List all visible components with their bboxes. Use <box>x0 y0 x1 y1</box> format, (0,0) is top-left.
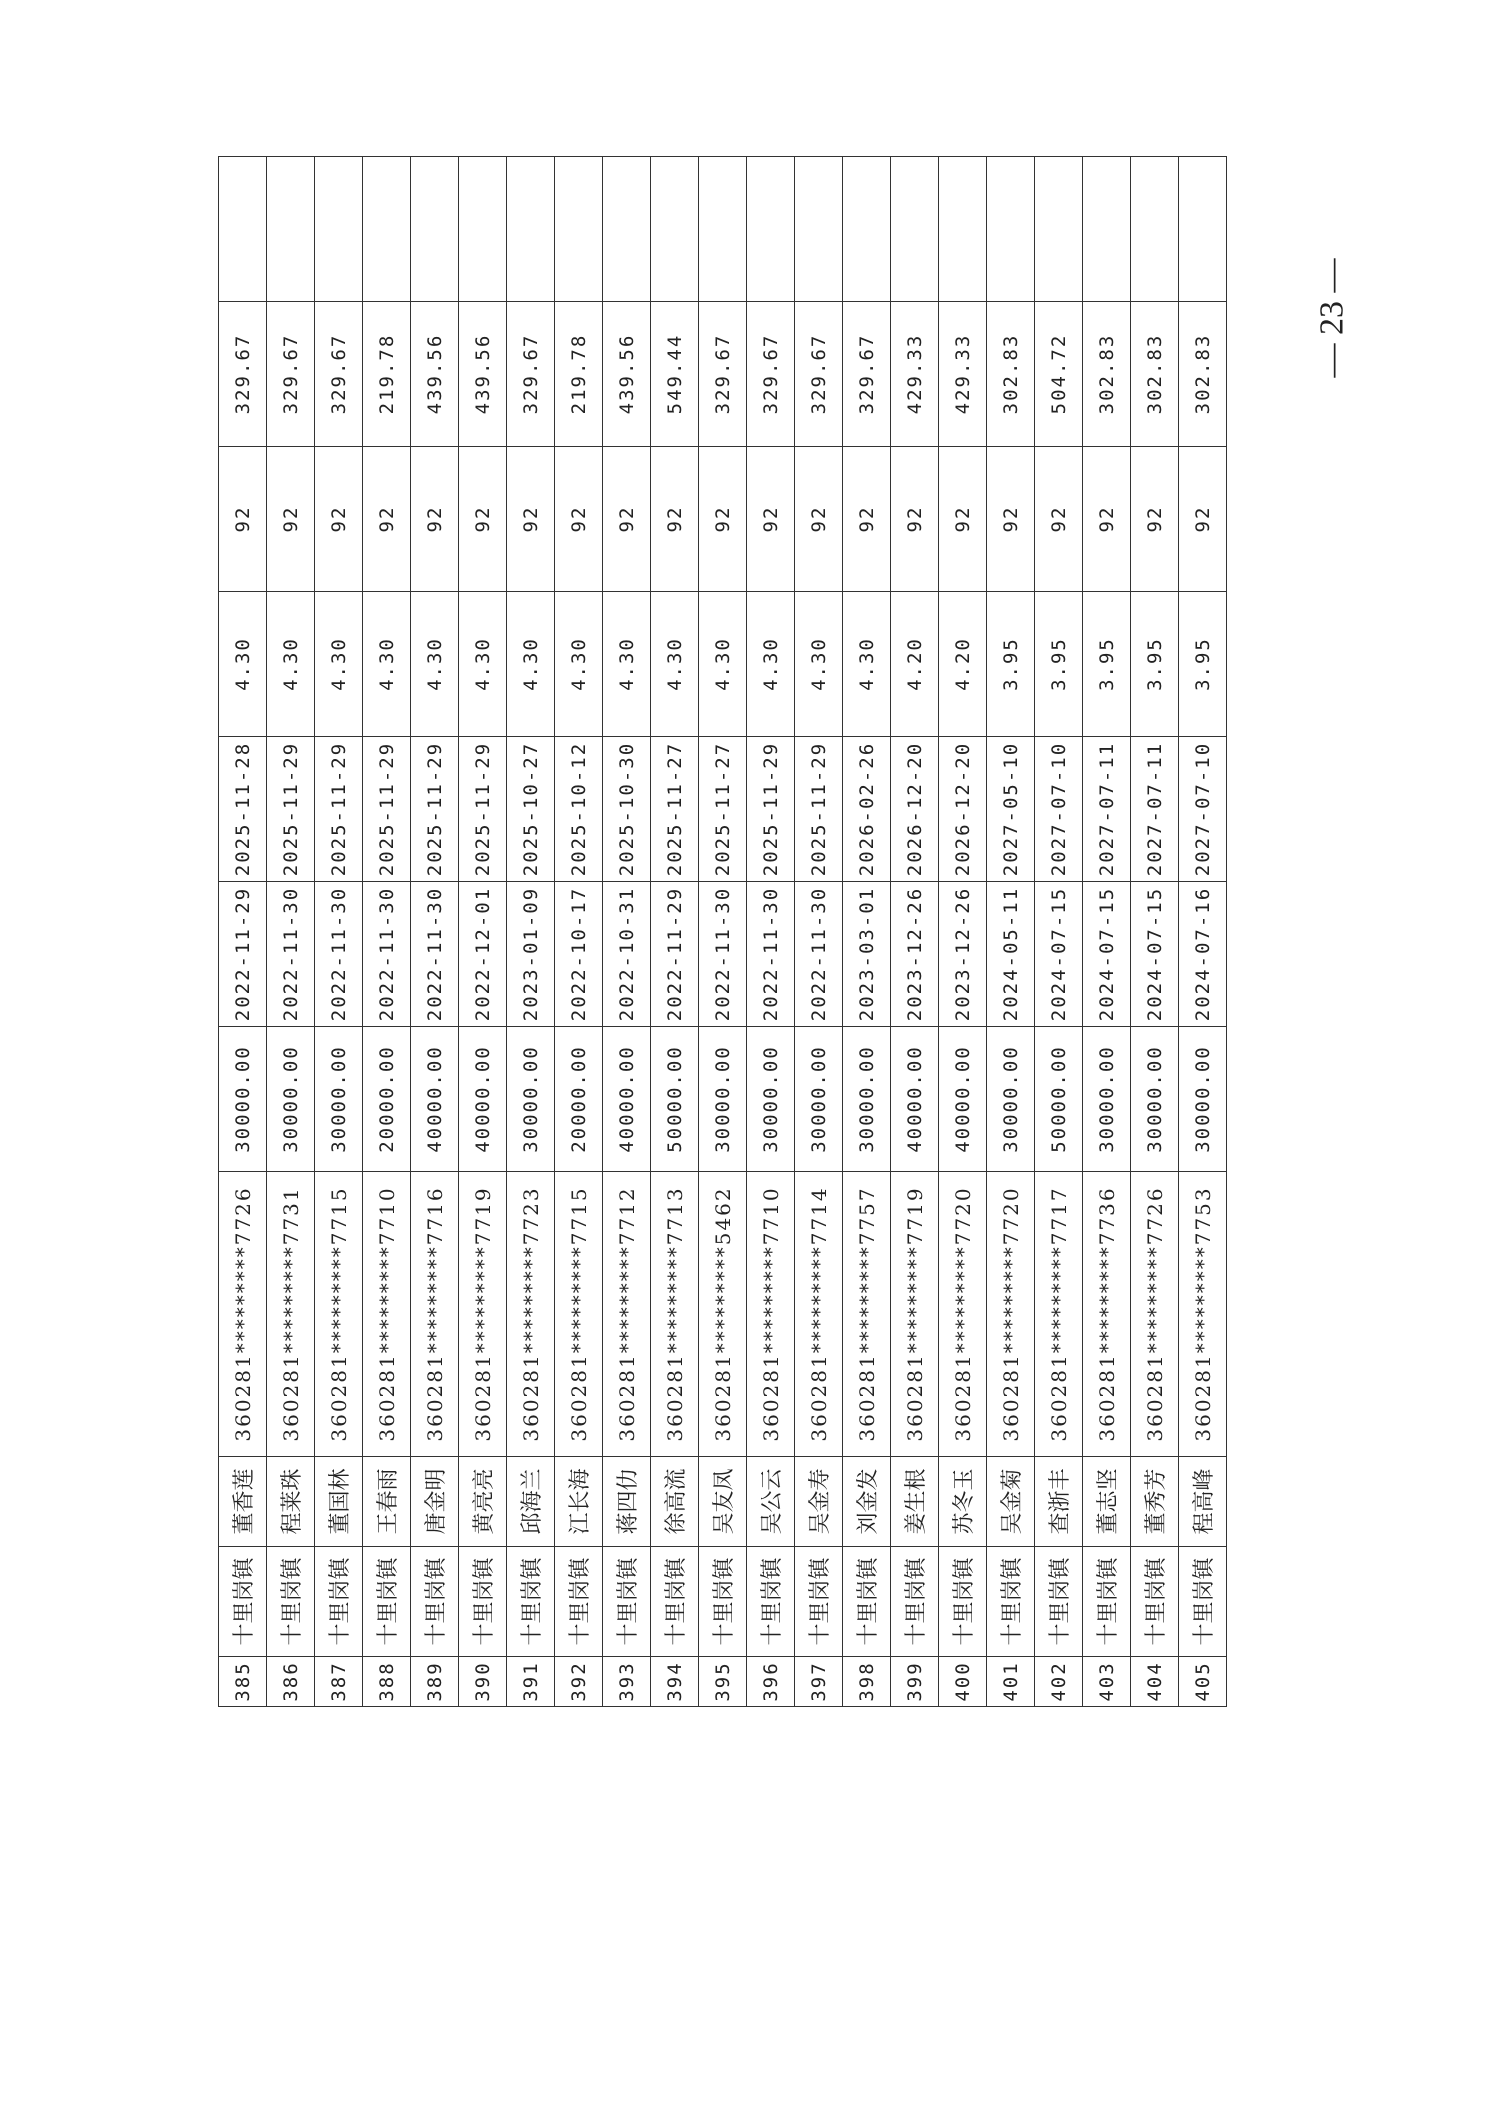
id-number-cell: 360281*********7726 <box>219 1172 267 1457</box>
row-number: 388 <box>363 1657 411 1707</box>
table-row <box>1083 157 1131 1707</box>
table-row <box>939 157 987 1707</box>
start-date-cell: 2022-11-30 <box>699 882 747 1027</box>
table-row <box>1035 157 1083 1707</box>
town-cell: 十里岗镇 <box>1083 1547 1131 1657</box>
name-cell: 董香莲 <box>219 1457 267 1547</box>
name-cell: 徐高流 <box>651 1457 699 1547</box>
table-row <box>843 157 891 1707</box>
id-number-cell: 360281*********7726 <box>1131 1172 1179 1457</box>
town-cell: 十里岗镇 <box>363 1547 411 1657</box>
end-date-cell: 2027-05-10 <box>987 737 1035 882</box>
note-cell <box>795 157 843 302</box>
name-cell: 董志坚 <box>1083 1457 1131 1547</box>
name-cell: 吴友凤 <box>699 1457 747 1547</box>
interest-rate-cell: 4.30 <box>651 592 699 737</box>
loan-amount-cell: 40000.00 <box>459 1027 507 1172</box>
note-cell <box>1179 157 1227 302</box>
town-cell: 十里岗镇 <box>843 1547 891 1657</box>
interest-rate-cell: 4.30 <box>843 592 891 737</box>
ratio-cell: 92 <box>747 447 795 592</box>
id-number-cell: 360281*********7720 <box>939 1172 987 1457</box>
interest-rate-cell: 4.30 <box>315 592 363 737</box>
id-number-cell: 360281*********7719 <box>459 1172 507 1457</box>
end-date-cell: 2025-11-29 <box>267 737 315 882</box>
ratio-cell: 92 <box>1131 447 1179 592</box>
town-cell: 十里岗镇 <box>939 1547 987 1657</box>
row-number: 385 <box>219 1657 267 1707</box>
name-cell: 唐金明 <box>411 1457 459 1547</box>
row-number: 396 <box>747 1657 795 1707</box>
end-date-cell: 2025-11-29 <box>795 737 843 882</box>
page-number <box>1302 218 1362 418</box>
id-number-cell: 360281*********7757 <box>843 1172 891 1457</box>
subsidy-cell: 302.83 <box>1083 302 1131 447</box>
interest-rate-cell: 4.30 <box>459 592 507 737</box>
end-date-cell: 2025-11-29 <box>747 737 795 882</box>
ratio-cell: 92 <box>939 447 987 592</box>
table-row <box>603 157 651 1707</box>
row-number: 387 <box>315 1657 363 1707</box>
row-number: 391 <box>507 1657 555 1707</box>
loan-amount-cell: 20000.00 <box>555 1027 603 1172</box>
table-row <box>651 157 699 1707</box>
start-date-cell: 2023-01-09 <box>507 882 555 1027</box>
table-body <box>219 157 1227 1707</box>
end-date-cell: 2025-10-12 <box>555 737 603 882</box>
town-cell: 十里岗镇 <box>1131 1547 1179 1657</box>
subsidy-cell: 439.56 <box>411 302 459 447</box>
loan-amount-cell: 20000.00 <box>363 1027 411 1172</box>
id-number-cell: 360281*********7736 <box>1083 1172 1131 1457</box>
town-cell: 十里岗镇 <box>987 1547 1035 1657</box>
start-date-cell: 2022-11-30 <box>747 882 795 1027</box>
start-date-cell: 2022-10-17 <box>555 882 603 1027</box>
town-cell: 十里岗镇 <box>699 1547 747 1657</box>
subsidy-cell: 329.67 <box>315 302 363 447</box>
start-date-cell: 2024-07-15 <box>1035 882 1083 1027</box>
town-cell: 十里岗镇 <box>267 1547 315 1657</box>
loan-amount-cell: 40000.00 <box>891 1027 939 1172</box>
row-number: 389 <box>411 1657 459 1707</box>
start-date-cell: 2022-11-30 <box>411 882 459 1027</box>
table-row <box>747 157 795 1707</box>
loan-amount-cell: 30000.00 <box>843 1027 891 1172</box>
subsidy-cell: 329.67 <box>219 302 267 447</box>
loan-amount-cell: 40000.00 <box>603 1027 651 1172</box>
id-number-cell: 360281*********7712 <box>603 1172 651 1457</box>
subsidy-cell: 219.78 <box>363 302 411 447</box>
table-row <box>555 157 603 1707</box>
table-row <box>219 157 267 1707</box>
town-cell: 十里岗镇 <box>891 1547 939 1657</box>
row-number: 403 <box>1083 1657 1131 1707</box>
subsidy-cell: 329.67 <box>747 302 795 447</box>
loan-amount-cell: 30000.00 <box>267 1027 315 1172</box>
ratio-cell: 92 <box>891 447 939 592</box>
loan-amount-cell: 30000.00 <box>699 1027 747 1172</box>
row-number: 402 <box>1035 1657 1083 1707</box>
loan-amount-cell: 30000.00 <box>1179 1027 1227 1172</box>
note-cell <box>1083 157 1131 302</box>
name-cell: 江长海 <box>555 1457 603 1547</box>
name-cell: 程莱珠 <box>267 1457 315 1547</box>
subsidy-cell: 439.56 <box>603 302 651 447</box>
interest-rate-cell: 4.30 <box>267 592 315 737</box>
town-cell: 十里岗镇 <box>651 1547 699 1657</box>
id-number-cell: 360281*********7714 <box>795 1172 843 1457</box>
id-number-cell: 360281*********7753 <box>1179 1172 1227 1457</box>
ratio-cell: 92 <box>1035 447 1083 592</box>
ratio-cell: 92 <box>699 447 747 592</box>
ratio-cell: 92 <box>795 447 843 592</box>
row-number: 399 <box>891 1657 939 1707</box>
id-number-cell: 360281*********7717 <box>1035 1172 1083 1457</box>
start-date-cell: 2022-11-29 <box>651 882 699 1027</box>
end-date-cell: 2025-11-29 <box>363 737 411 882</box>
interest-rate-cell: 4.30 <box>603 592 651 737</box>
town-cell: 十里岗镇 <box>315 1547 363 1657</box>
town-cell: 十里岗镇 <box>603 1547 651 1657</box>
note-cell <box>987 157 1035 302</box>
town-cell: 十里岗镇 <box>219 1547 267 1657</box>
ratio-cell: 92 <box>651 447 699 592</box>
note-cell <box>843 157 891 302</box>
loan-subsidy-table <box>218 156 1227 1707</box>
loan-amount-cell: 30000.00 <box>987 1027 1035 1172</box>
row-number: 390 <box>459 1657 507 1707</box>
subsidy-cell: 439.56 <box>459 302 507 447</box>
interest-rate-cell: 4.20 <box>939 592 987 737</box>
start-date-cell: 2024-07-15 <box>1131 882 1179 1027</box>
note-cell <box>411 157 459 302</box>
row-number: 398 <box>843 1657 891 1707</box>
subsidy-cell: 429.33 <box>939 302 987 447</box>
name-cell: 吴公云 <box>747 1457 795 1547</box>
subsidy-cell: 219.78 <box>555 302 603 447</box>
start-date-cell: 2022-10-31 <box>603 882 651 1027</box>
note-cell <box>267 157 315 302</box>
end-date-cell: 2025-11-27 <box>699 737 747 882</box>
table-row <box>363 157 411 1707</box>
row-number: 386 <box>267 1657 315 1707</box>
row-number: 404 <box>1131 1657 1179 1707</box>
ratio-cell: 92 <box>219 447 267 592</box>
note-cell <box>891 157 939 302</box>
town-cell: 十里岗镇 <box>1035 1547 1083 1657</box>
ratio-cell: 92 <box>603 447 651 592</box>
subsidy-cell: 302.83 <box>1179 302 1227 447</box>
note-cell <box>603 157 651 302</box>
loan-amount-cell: 50000.00 <box>1035 1027 1083 1172</box>
id-number-cell: 360281*********5462 <box>699 1172 747 1457</box>
row-number: 392 <box>555 1657 603 1707</box>
name-cell: 吴金寿 <box>795 1457 843 1547</box>
end-date-cell: 2025-10-30 <box>603 737 651 882</box>
name-cell: 王春雨 <box>363 1457 411 1547</box>
end-date-cell: 2025-11-29 <box>315 737 363 882</box>
table-row <box>267 157 315 1707</box>
ratio-cell: 92 <box>507 447 555 592</box>
start-date-cell: 2022-12-01 <box>459 882 507 1027</box>
start-date-cell: 2022-11-30 <box>267 882 315 1027</box>
table-row <box>507 157 555 1707</box>
subsidy-cell: 329.67 <box>699 302 747 447</box>
id-number-cell: 360281*********7710 <box>747 1172 795 1457</box>
end-date-cell: 2025-11-27 <box>651 737 699 882</box>
note-cell <box>939 157 987 302</box>
start-date-cell: 2022-11-30 <box>795 882 843 1027</box>
end-date-cell: 2025-11-28 <box>219 737 267 882</box>
loan-amount-cell: 30000.00 <box>315 1027 363 1172</box>
end-date-cell: 2027-07-10 <box>1179 737 1227 882</box>
start-date-cell: 2024-07-15 <box>1083 882 1131 1027</box>
table-row <box>699 157 747 1707</box>
row-number: 405 <box>1179 1657 1227 1707</box>
rotated-page-content <box>218 0 1257 2102</box>
page-number-text: — 23 — <box>1313 258 1350 378</box>
end-date-cell: 2027-07-11 <box>1131 737 1179 882</box>
id-number-cell: 360281*********7713 <box>651 1172 699 1457</box>
ratio-cell: 92 <box>267 447 315 592</box>
end-date-cell: 2026-02-26 <box>843 737 891 882</box>
ratio-cell: 92 <box>411 447 459 592</box>
note-cell <box>363 157 411 302</box>
interest-rate-cell: 4.30 <box>363 592 411 737</box>
interest-rate-cell: 4.30 <box>699 592 747 737</box>
ratio-cell: 92 <box>363 447 411 592</box>
subsidy-cell: 329.67 <box>843 302 891 447</box>
name-cell: 刘金发 <box>843 1457 891 1547</box>
note-cell <box>747 157 795 302</box>
note-cell <box>219 157 267 302</box>
table-row <box>987 157 1035 1707</box>
note-cell <box>555 157 603 302</box>
end-date-cell: 2027-07-11 <box>1083 737 1131 882</box>
end-date-cell: 2026-12-20 <box>891 737 939 882</box>
row-number: 397 <box>795 1657 843 1707</box>
table-row <box>1179 157 1227 1707</box>
subsidy-cell: 429.33 <box>891 302 939 447</box>
town-cell: 十里岗镇 <box>411 1547 459 1657</box>
id-number-cell: 360281*********7716 <box>411 1172 459 1457</box>
ratio-cell: 92 <box>459 447 507 592</box>
note-cell <box>507 157 555 302</box>
ratio-cell: 92 <box>843 447 891 592</box>
ratio-cell: 92 <box>555 447 603 592</box>
subsidy-cell: 329.67 <box>507 302 555 447</box>
row-number: 395 <box>699 1657 747 1707</box>
row-number: 394 <box>651 1657 699 1707</box>
interest-rate-cell: 3.95 <box>1083 592 1131 737</box>
loan-amount-cell: 30000.00 <box>507 1027 555 1172</box>
table-row <box>891 157 939 1707</box>
town-cell: 十里岗镇 <box>747 1547 795 1657</box>
end-date-cell: 2026-12-20 <box>939 737 987 882</box>
town-cell: 十里岗镇 <box>459 1547 507 1657</box>
name-cell: 吴金菊 <box>987 1457 1035 1547</box>
interest-rate-cell: 4.20 <box>891 592 939 737</box>
town-cell: 十里岗镇 <box>1179 1547 1227 1657</box>
row-number: 401 <box>987 1657 1035 1707</box>
start-date-cell: 2022-11-30 <box>315 882 363 1027</box>
name-cell: 黄亮亮 <box>459 1457 507 1547</box>
id-number-cell: 360281*********7723 <box>507 1172 555 1457</box>
loan-amount-cell: 30000.00 <box>219 1027 267 1172</box>
table-row <box>795 157 843 1707</box>
name-cell: 姜生根 <box>891 1457 939 1547</box>
name-cell: 董国林 <box>315 1457 363 1547</box>
name-cell: 邱海兰 <box>507 1457 555 1547</box>
start-date-cell: 2022-11-29 <box>219 882 267 1027</box>
end-date-cell: 2025-11-29 <box>411 737 459 882</box>
table-row <box>1131 157 1179 1707</box>
table-row <box>411 157 459 1707</box>
ratio-cell: 92 <box>987 447 1035 592</box>
note-cell <box>1035 157 1083 302</box>
name-cell: 程高峰 <box>1179 1457 1227 1547</box>
start-date-cell: 2023-03-01 <box>843 882 891 1027</box>
interest-rate-cell: 4.30 <box>795 592 843 737</box>
start-date-cell: 2024-05-11 <box>987 882 1035 1027</box>
subsidy-cell: 329.67 <box>267 302 315 447</box>
interest-rate-cell: 4.30 <box>507 592 555 737</box>
id-number-cell: 360281*********7720 <box>987 1172 1035 1457</box>
end-date-cell: 2027-07-10 <box>1035 737 1083 882</box>
table-row <box>459 157 507 1707</box>
table-row <box>315 157 363 1707</box>
start-date-cell: 2024-07-16 <box>1179 882 1227 1027</box>
name-cell: 董秀芳 <box>1131 1457 1179 1547</box>
loan-amount-cell: 50000.00 <box>651 1027 699 1172</box>
id-number-cell: 360281*********7715 <box>315 1172 363 1457</box>
ratio-cell: 92 <box>315 447 363 592</box>
interest-rate-cell: 4.30 <box>555 592 603 737</box>
subsidy-cell: 549.44 <box>651 302 699 447</box>
note-cell <box>459 157 507 302</box>
note-cell <box>1131 157 1179 302</box>
subsidy-cell: 302.83 <box>1131 302 1179 447</box>
end-date-cell: 2025-11-29 <box>459 737 507 882</box>
town-cell: 十里岗镇 <box>507 1547 555 1657</box>
id-number-cell: 360281*********7715 <box>555 1172 603 1457</box>
start-date-cell: 2022-11-30 <box>363 882 411 1027</box>
interest-rate-cell: 4.30 <box>747 592 795 737</box>
loan-amount-cell: 30000.00 <box>1131 1027 1179 1172</box>
row-number: 400 <box>939 1657 987 1707</box>
end-date-cell: 2025-10-27 <box>507 737 555 882</box>
ratio-cell: 92 <box>1083 447 1131 592</box>
loan-amount-cell: 30000.00 <box>795 1027 843 1172</box>
note-cell <box>315 157 363 302</box>
loan-amount-cell: 40000.00 <box>411 1027 459 1172</box>
subsidy-cell: 504.72 <box>1035 302 1083 447</box>
name-cell: 查浙丰 <box>1035 1457 1083 1547</box>
subsidy-cell: 302.83 <box>987 302 1035 447</box>
id-number-cell: 360281*********7710 <box>363 1172 411 1457</box>
interest-rate-cell: 3.95 <box>1131 592 1179 737</box>
note-cell <box>651 157 699 302</box>
loan-amount-cell: 40000.00 <box>939 1027 987 1172</box>
loan-amount-cell: 30000.00 <box>1083 1027 1131 1172</box>
interest-rate-cell: 4.30 <box>411 592 459 737</box>
subsidy-cell: 329.67 <box>795 302 843 447</box>
ratio-cell: 92 <box>1179 447 1227 592</box>
name-cell: 蒋四仂 <box>603 1457 651 1547</box>
id-number-cell: 360281*********7731 <box>267 1172 315 1457</box>
loan-amount-cell: 30000.00 <box>747 1027 795 1172</box>
town-cell: 十里岗镇 <box>555 1547 603 1657</box>
interest-rate-cell: 4.30 <box>219 592 267 737</box>
id-number-cell: 360281*********7719 <box>891 1172 939 1457</box>
start-date-cell: 2023-12-26 <box>939 882 987 1027</box>
town-cell: 十里岗镇 <box>795 1547 843 1657</box>
name-cell: 苏冬玉 <box>939 1457 987 1547</box>
interest-rate-cell: 3.95 <box>1035 592 1083 737</box>
start-date-cell: 2023-12-26 <box>891 882 939 1027</box>
interest-rate-cell: 3.95 <box>987 592 1035 737</box>
row-number: 393 <box>603 1657 651 1707</box>
interest-rate-cell: 3.95 <box>1179 592 1227 737</box>
note-cell <box>699 157 747 302</box>
